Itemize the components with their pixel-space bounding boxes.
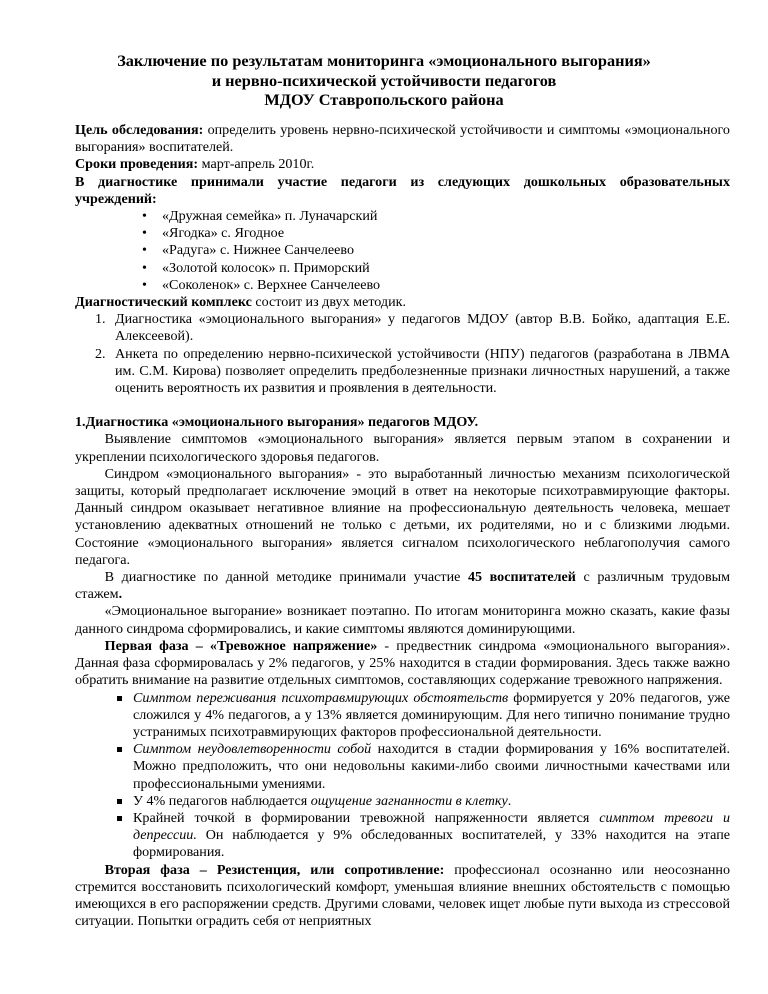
complex-label: Диагностический комплекс: [75, 294, 252, 311]
section1-paragraph-2: Синдром «эмоционального выгорания» - это выработанный личностью механизм психологической защиты, который предполагает исключение эмоций в ответ на некоторые психотравмирующие факторы. Данный синдром оказывает негативное влияние на профессиональную деятельность человека, мешает установлению адекватных отношений не только с детьми, их родителями, но и с близкими людьми. Состояние «эмоционального выгорания» является сигналом психологического неблагополучия самого педагога.: [75, 465, 730, 568]
goal-paragraph: [75, 122, 730, 156]
phase2-paragraph: Вторая фаза – Резистенция, или сопротивление: профессионал осознанно или неосознанно стремится восстановить психологический комфорт, уменьшая влияние внешних обстоятельств с помощью имеющихся в его распоряжении средств. Другими словами, человек ищет любые пути выхода из стрессовой ситуации. Попытки оградить себя от неприятных: [75, 861, 730, 930]
complex-text: состоит из двух методик.: [251, 294, 407, 311]
complex-paragraph: [75, 294, 730, 311]
period-text: март-апрель 2010г.: [198, 156, 315, 173]
section1-heading: 1.Диагностика «эмоционального выгорания» педагогов МДОУ.: [75, 414, 479, 431]
list-item: • «Радуга» с. Нижнее Санчелеево: [142, 242, 730, 259]
method-text: Диагностика «эмоционального выгорания» у педагогов МДОУ (автор В.В. Бойко, адаптация Е.Е. Алексеевой).: [115, 311, 730, 345]
methods-list: [75, 311, 730, 397]
section-spacer: [75, 397, 730, 414]
phase1-paragraph: Первая фаза – «Тревожное напряжение» - предвестник синдрома «эмоционального выгорания». Данная фаза сформировалась у 2% педагогов, у 25% находится в стадии формирования. Здесь также важно обратить внимание на развитие отдельных симптомов, составляющих содержание тревожного напряжения.: [75, 637, 730, 689]
phase1-label: Первая фаза – «Тревожное напряжение»: [104, 637, 378, 654]
section1-paragraph-4: «Эмоциональное выгорание» возникает поэтапно. По итогам мониторинга можно сказать, какие фазы данного синдрома сформировались, и какие симптомы являются доминирующими.: [75, 603, 730, 637]
method-number: 2.: [95, 345, 106, 362]
method-number: 1.: [95, 311, 106, 328]
section1-paragraph-3: В диагностике по данной методике принимали участие 45 воспитателей с различным трудовым стажем.: [75, 569, 730, 603]
symptom-item: Симптом переживания психотравмирующих обстоятельств формируется у 20% педагогов, уже сложился у 4% педагогов, а у 13% является доминирующим. Для него типично понимание трудно устранимых психотравмирующих факторов профессиональной деятельности.: [115, 690, 730, 742]
title-line-3: МДОУ Ставропольского района: [264, 90, 504, 109]
symptom-item: Крайней точкой в формировании тревожной напряженности является симптом тревоги и депрессии. Он наблюдается у 9% обследованных воспитателей, у 33% находится на этапе формирования.: [115, 810, 730, 862]
section1-paragraph-1: Выявление симптомов «эмоционального выгорания» является первым этапом в сохранении и укреплении психологического здоровья педагогов.: [75, 431, 730, 465]
document-title: [60, 51, 708, 110]
symptom-item: У 4% педагогов наблюдается ощущение загнанности в клетку.: [115, 793, 730, 810]
list-item: • «Дружная семейка» п. Луначарский: [142, 208, 730, 225]
method-item: [95, 311, 730, 345]
symptoms-list: [75, 690, 730, 862]
goal-label: Цель обследования:: [75, 122, 204, 138]
method-text: Анкета по определению нервно-психической устойчивости (НПУ) педагогов (разработана в ЛВМА им. С.М. Кирова) позволяет определить предболезненные признаки личностных нарушений, а также оценить вероятность их развития и проявления в деятельности.: [115, 345, 730, 397]
participants-heading: В диагностике принимали участие педагоги из следующих дошкольных образовательных учреждений:: [75, 173, 730, 207]
period-paragraph: [75, 156, 730, 173]
symptom-item: Симптом неудовлетворенности собой находится в стадии формирования у 16% воспитателей. Можно предположить, что они недовольны какими-либо своими личностными качествами или профессиональными умениями.: [115, 741, 730, 793]
list-item: • «Золотой колосок» п. Приморский: [142, 260, 730, 277]
method-item: [95, 346, 730, 398]
title-line-1: Заключение по результатам мониторинга «эмоционального выгорания»: [117, 51, 651, 70]
list-item: • «Ягодка» с. Ягодное: [142, 225, 730, 242]
period-label: Сроки проведения:: [75, 156, 199, 173]
participant-count: 45 воспитателей: [467, 569, 576, 586]
document-body: [75, 122, 730, 930]
list-item: • «Соколенок» с. Верхнее Санчелеево: [142, 277, 730, 294]
goal-text: определить уровень нервно-психической устойчивости и симптомы «эмоционального выгорания» воспитателей.: [75, 122, 730, 156]
institutions-list: [75, 208, 730, 294]
title-line-2: и нервно-психической устойчивости педагогов: [211, 70, 557, 90]
phase2-label: Вторая фаза – Резистенция, или сопротивление:: [104, 861, 445, 878]
